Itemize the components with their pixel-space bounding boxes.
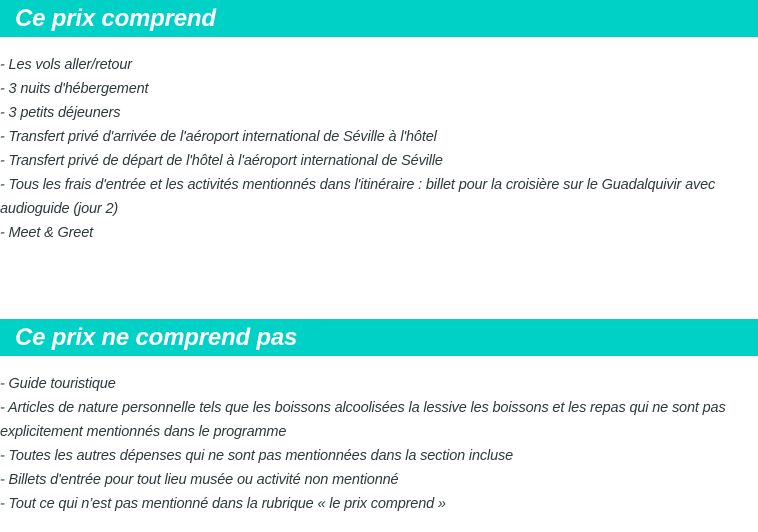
excluded-item-entry-tickets: - Billets d'entrée pour tout lieu musée ou activité non mentionné	[0, 472, 399, 488]
included-item-meet-greet: - Meet & Greet	[0, 225, 93, 241]
included-section-title: Ce prix comprend	[15, 4, 216, 32]
included-item-arrival-transfer: - Transfert privé d'arrivée de l'aéroport international de Séville à l'hôtel	[0, 129, 437, 145]
excluded-item-personal-articles: - Articles de nature personnelle tels que les boissons alcoolisées la lessive les boissons et les repas qui ne sont pas explicitement mentionnés dans le programme	[0, 400, 726, 440]
included-item-departure-transfer: - Transfert privé de départ de l'hôtel à l'aéroport international de Séville	[0, 153, 443, 169]
excluded-list	[0, 372, 758, 516]
included-item-nights: - 3 nuits d'hébergement	[0, 81, 149, 97]
excluded-section-title: Ce prix ne comprend pas	[15, 323, 298, 351]
included-item-entry-fees: - Tous les frais d'entrée et les activités mentionnés dans l'itinéraire : billet pour la croisière sur le Guadalquivir avec audioguide (jour 2)	[0, 177, 716, 217]
excluded-item-everything-else: - Tout ce qui n’est pas mentionné dans la rubrique « le prix comprend »	[0, 496, 446, 512]
included-section-header	[0, 0, 758, 37]
included-item-breakfasts: - 3 petits déjeuners	[0, 105, 121, 121]
excluded-item-other-expenses: - Toutes les autres dépenses qui ne sont pas mentionnées dans la section incluse	[0, 448, 514, 464]
included-list	[0, 53, 758, 245]
excluded-section-header	[0, 319, 758, 356]
included-item-flights: - Les vols aller/retour	[0, 57, 132, 73]
excluded-item-guide: - Guide touristique	[0, 376, 116, 392]
